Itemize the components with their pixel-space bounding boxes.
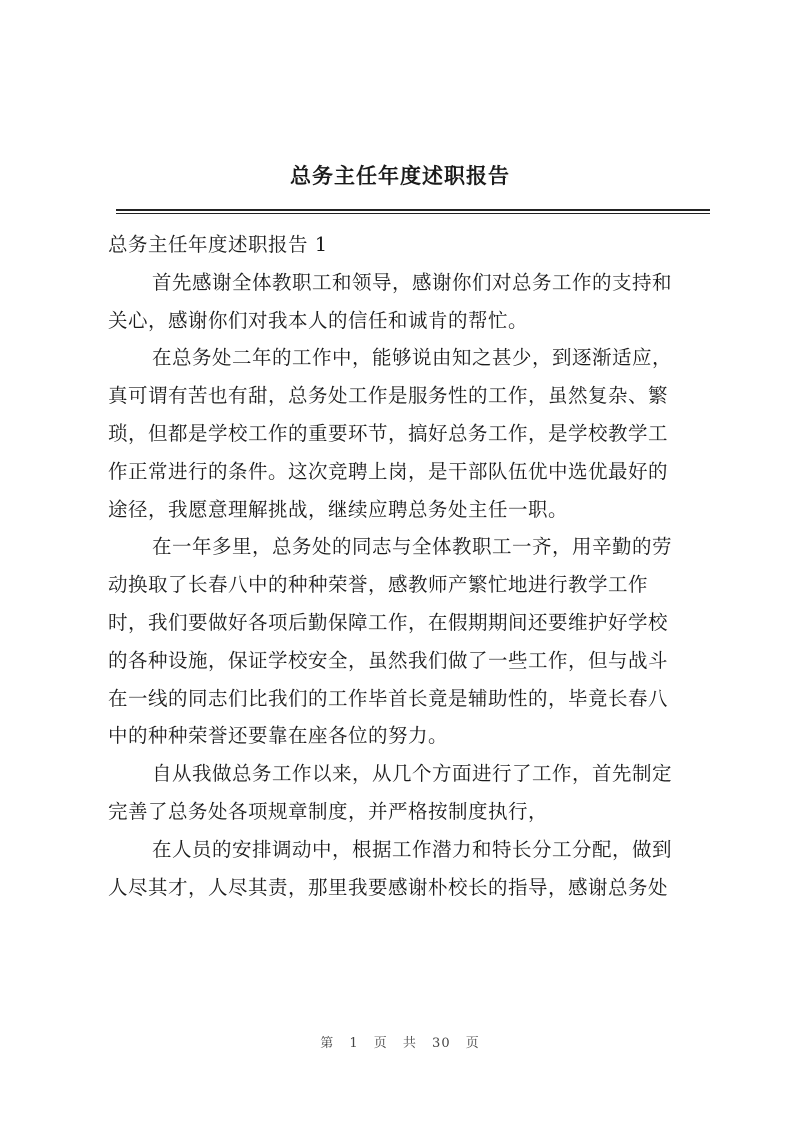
title-divider	[116, 209, 710, 214]
document-body	[108, 226, 714, 906]
paragraph-line: 动换取了长春八中的种种荣誉，感教师产繁忙地进行教学工作	[108, 573, 649, 597]
paragraph-line: 的各种设施，保证学校安全，虽然我们做了一些工作，但与战斗	[108, 648, 669, 672]
paragraph-line: 人尽其才，人尽其责，那里我要感谢朴校长的指导，感谢总务处	[108, 875, 669, 899]
page-number-footer: 第 1 页 共 30 页	[320, 1036, 480, 1051]
paragraph-line: 完善了总务处各项规章制度，并严格按制度执行，	[108, 799, 549, 823]
paragraph-line: 真可谓有苦也有甜，总务处工作是服务性的工作，虽然复杂、繁	[108, 384, 669, 408]
document-title: 总务主任年度述职报告	[290, 164, 510, 188]
paragraph-line: 琐，但都是学校工作的重要环节，搞好总务工作，是学校教学工	[108, 421, 669, 445]
paragraph-line: 在一线的同志们比我们的工作毕首长竟是辅助性的，毕竟长春八	[108, 686, 669, 710]
paragraph-line: 在人员的安排调动中，根据工作潜力和特长分工分配，做到	[152, 837, 673, 861]
paragraph-line: 自从我做总务工作以来，从几个方面进行了工作，首先制定	[152, 762, 673, 786]
paragraph-line: 关心，感谢你们对我本人的信任和诚肯的帮忙。	[108, 308, 529, 332]
paragraph-line: 中的种种荣誉还要靠在座各位的努力。	[108, 724, 449, 748]
paragraph-line: 作正常进行的条件。这次竞聘上岗，是干部队伍优中选优最好的	[108, 459, 669, 483]
paragraph-line: 在总务处二年的工作中，能够说由知之甚少，到逐渐适应，	[152, 346, 673, 370]
paragraph-line: 时，我们要做好各项后勤保障工作，在假期期间还要维护好学校	[108, 610, 669, 634]
paragraph-line: 在一年多里，总务处的同志与全体教职工一齐，用辛勤的劳	[152, 535, 673, 559]
paragraph-line: 途径，我愿意理解挑战，继续应聘总务处主任一职。	[108, 497, 569, 521]
paragraph-line: 首先感谢全体教职工和领导，感谢你们对总务工作的支持和	[152, 270, 673, 294]
section-heading: 总务主任年度述职报告 1	[108, 233, 328, 256]
